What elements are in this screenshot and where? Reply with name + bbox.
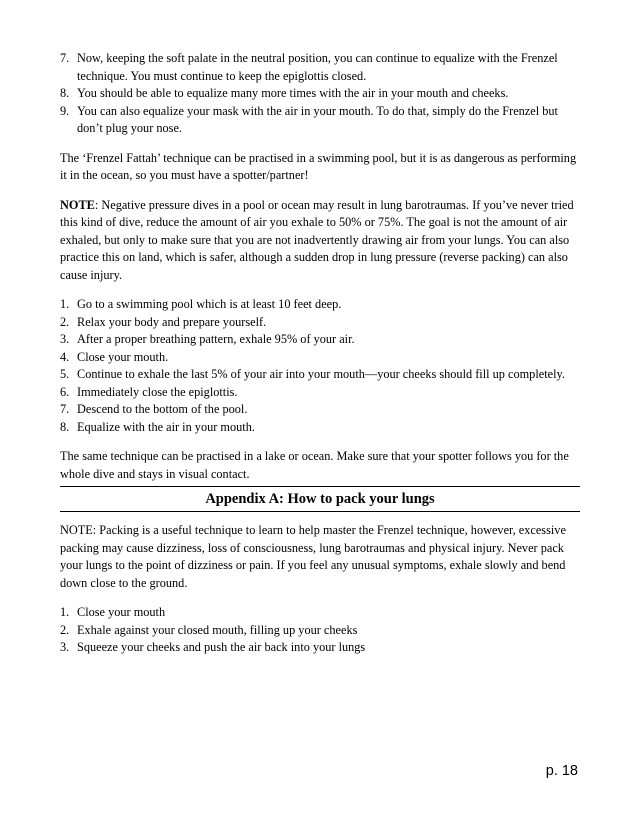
note-label: NOTE	[60, 197, 95, 212]
list-text: Descend to the bottom of the pool.	[77, 402, 248, 416]
paragraph-packing-note: NOTE: Packing is a useful technique to learn to help master the Frenzel technique, however, excessive packing may cause dizziness, loss of consciousness, lung barotraumas and physical injury. Never pack your lungs to the point of dizziness or pain. If you feel any unusual symptoms, exhale slowly and bend down close to the ground.	[60, 523, 566, 590]
list-text: Now, keeping the soft palate in the neutral position, you can continue to equalize with the Frenzel technique. You must continue to keep the epiglottis closed.	[77, 51, 558, 83]
list-number: 8.	[60, 419, 70, 434]
list-item	[60, 622, 580, 640]
list-number: 4.	[60, 349, 70, 364]
list-item	[60, 349, 580, 367]
page-number: p. 18	[545, 763, 578, 779]
list-number: 7.	[60, 402, 70, 416]
list-item	[60, 85, 580, 103]
list-number: 2.	[60, 622, 70, 637]
list-text: You can also equalize your mask with the air in your mouth. To do that, simply do the Frenzel but don’t plug your nose.	[77, 103, 558, 135]
list-text: Continue to exhale the last 5% of your air into your mouth—your cheeks should fill up completely.	[77, 367, 565, 381]
list-item	[60, 296, 580, 314]
list-number: 1.	[60, 297, 70, 311]
list-item	[60, 50, 580, 85]
paragraph-note	[60, 197, 580, 285]
list-item	[60, 419, 580, 437]
list-item	[60, 103, 580, 138]
list-text: Go to a swimming pool which is at least 10 feet deep.	[77, 297, 342, 311]
list-number: 5.	[60, 367, 70, 381]
list-text: Close your mouth	[77, 605, 166, 619]
list-number: 3.	[60, 332, 70, 346]
paragraph-fattah: The ‘Frenzel Fattah’ technique can be practised in a swimming pool, but it is as dangerous as performing it in the ocean, so you must have a spotter/partner!	[60, 150, 577, 182]
paragraph-lake: The same technique can be practised in a lake or ocean. Make sure that your spotter follows you for the whole dive and stays in visual contact.	[60, 449, 569, 481]
list-number: 3.	[60, 640, 70, 654]
list-item	[60, 314, 580, 332]
list-text: Relax your body and prepare yourself.	[77, 314, 267, 329]
list-number: 9.	[60, 103, 70, 118]
list-number: 7.	[60, 51, 70, 65]
list-pool-steps	[60, 296, 580, 436]
note-text: : Negative pressure dives in a pool or ocean may result in lung barotraumas. If you’ve never tried this kind of dive, reduce the amount of air you exhale to 50% or 75%. The goal is not the amount of air exhaled, but only to make sure that you are not inadvertently drawing air from your lungs. You can also practice this on land, which is safer, although a sudden drop in lung pressure (reverse packing) can also cause injury.	[60, 197, 574, 282]
list-text: After a proper breathing pattern, exhale 95% of your air.	[77, 332, 355, 346]
list-number: 2.	[60, 314, 70, 329]
list-text: Equalize with the air in your mouth.	[77, 419, 255, 434]
list-text: Immediately close the epiglottis.	[77, 384, 238, 399]
list-item	[60, 331, 580, 349]
document-page	[60, 50, 580, 657]
list-number: 1.	[60, 605, 70, 619]
list-text: Squeeze your cheeks and push the air back into your lungs	[77, 640, 366, 654]
appendix-heading: Appendix A: How to pack your lungs	[60, 486, 580, 512]
list-equalize-steps	[60, 50, 580, 138]
list-number: 8.	[60, 86, 70, 100]
list-text: Exhale against your closed mouth, filling up your cheeks	[77, 622, 358, 637]
list-item	[60, 401, 580, 419]
list-text: Close your mouth.	[77, 349, 169, 364]
list-item	[60, 384, 580, 402]
list-text: You should be able to equalize many more times with the air in your mouth and cheeks.	[77, 86, 509, 100]
list-packing-steps	[60, 604, 580, 657]
list-item	[60, 639, 580, 657]
list-number: 6.	[60, 384, 70, 399]
list-item	[60, 604, 580, 622]
list-item	[60, 366, 580, 384]
